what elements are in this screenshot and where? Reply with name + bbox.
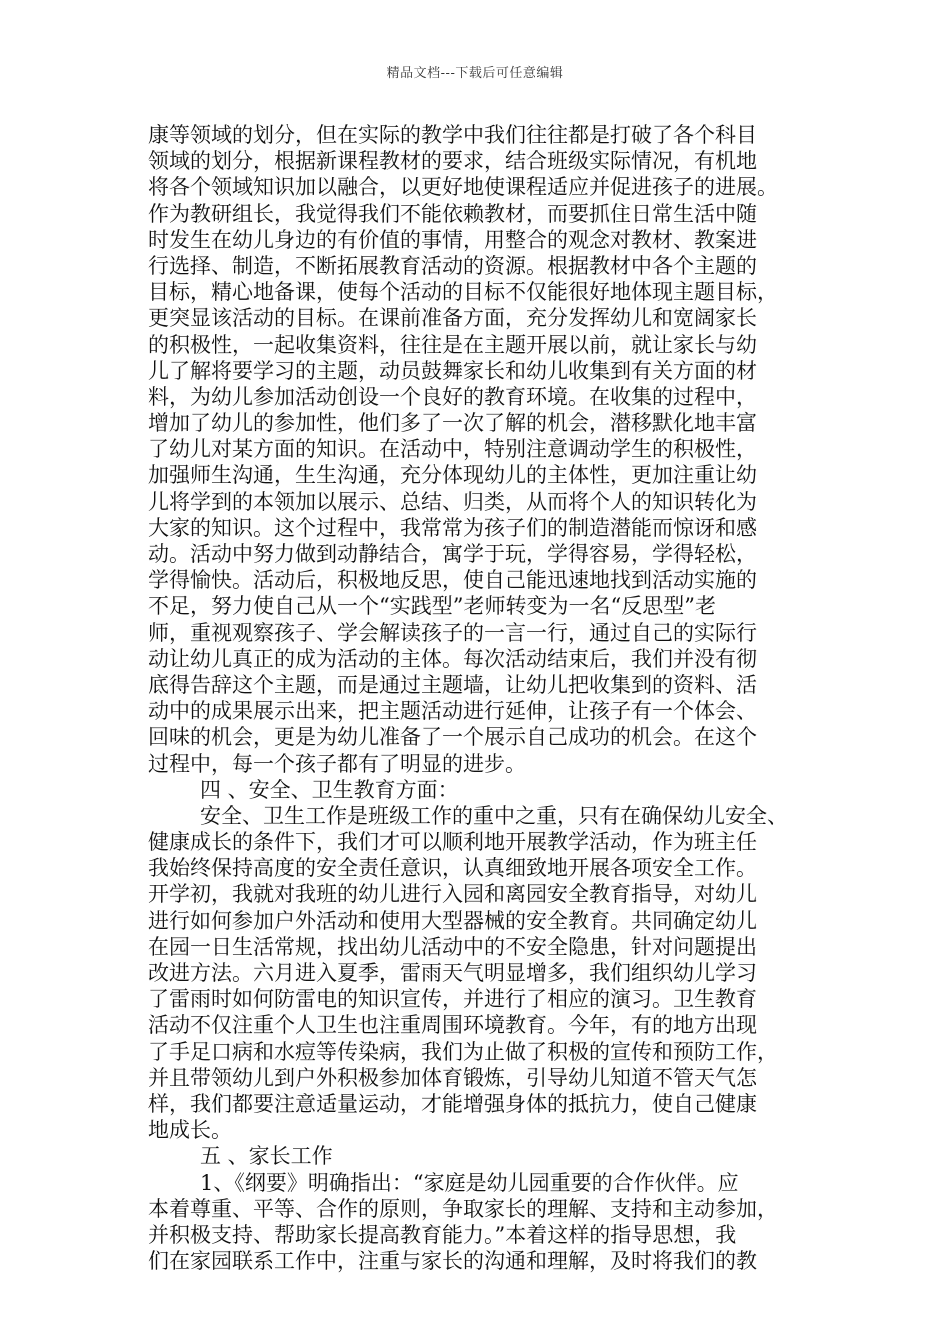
text-line: 四 、安全、卫生教育方面： <box>200 777 459 802</box>
text-line: 底得告辞这个主题，而是通过主题墙，让幼儿把收集到的资料、活 <box>148 672 757 697</box>
text-line: 1、《纲要》明确指出：“家庭是幼儿园重要的合作伙伴。应 <box>200 1170 739 1195</box>
text-line: 作为教研组长，我觉得我们不能依赖教材，而要抓住日常生活中随 <box>148 201 757 226</box>
text-line: 儿了解将要学习的主题，动员鼓舞家长和幼儿收集到有关方面的材 <box>148 358 757 383</box>
text-line: 样，我们都要注意适量运动，才能增强身体的抵抗力，使自己健康 <box>148 1091 757 1116</box>
text-line: 领域的划分，根据新课程教材的要求，结合班级实际情况，有机地 <box>148 149 757 174</box>
text-line: 并且带领幼儿到户外积极参加体育锻炼，引导幼儿知道不管天气怎 <box>148 1065 757 1090</box>
text-line: 进行如何参加户外活动和使用大型器械的安全教育。共同确定幼儿 <box>148 908 757 933</box>
text-line: 料，为幼儿参加活动创设一个良好的教育环境。在收集的过程中， <box>148 384 757 409</box>
text-line: 过程中，每一个孩子都有了明显的进步。 <box>148 751 526 776</box>
text-line: 康等领域的划分，但在实际的教学中我们往往都是打破了各个科目 <box>148 123 757 147</box>
text-line: 开学初，我就对我班的幼儿进行入园和离园安全教育指导，对幼儿 <box>148 882 757 907</box>
text-line: 学得愉快。活动后，积极地反思，使自己能迅速地找到活动实施的 <box>148 568 757 593</box>
text-line: 将各个领域知识加以融合，以更好地使课程适应并促进孩子的进展。 <box>148 175 778 200</box>
text-line: 动中的成果展示出来，把主题活动进行延伸，让孩子有一个体会、 <box>148 699 757 724</box>
text-line: 安全、卫生工作是班级工作的重中之重，只有在确保幼儿安全、 <box>200 803 788 828</box>
text-line: 动。活动中努力做到动静结合，寓学于玩，学得容易，学得轻松， <box>148 542 757 566</box>
text-line: 了手足口病和水痘等传染病，我们为止做了积极的宣传和预防工作， <box>148 1039 778 1064</box>
text-line: 动让幼儿真正的成为活动的主体。每次活动结束后，我们并没有彻 <box>148 646 757 671</box>
text-line: 时发生在幼儿身边的有价值的事情，用整合的观念对教材、教案进 <box>148 227 757 252</box>
text-line: 五 、家长工作 <box>200 1144 333 1169</box>
text-line: 活动不仅注重个人卫生也注重周围环境教育。今年，有的地方出现 <box>148 1013 757 1038</box>
text-line: 改进方法。六月进入夏季，雷雨天气明显增多，我们组织幼儿学习 <box>148 961 757 985</box>
text-line: 们在家园联系工作中，注重与家长的沟通和理解，及时将我们的教 <box>148 1249 757 1274</box>
text-line: 本着尊重、平等、合作的原则，争取家长的理解、支持和主动参加， <box>148 1196 778 1221</box>
text-line: 的积极性，一起收集资料，往往是在主题开展以前，就让家长与幼 <box>148 332 757 357</box>
text-line: 地成长。 <box>148 1118 232 1143</box>
text-line: 健康成长的条件下，我们才可以顺利地开展教学活动，作为班主任 <box>148 830 757 855</box>
text-line: 更突显该活动的目标。在课前准备方面，充分发挥幼儿和宽阔家长 <box>148 306 757 331</box>
text-line: 并积极支持、帮助家长提高教育能力。”本着这样的指导思想，我 <box>148 1222 737 1247</box>
text-line: 师，重视观察孩子、学会解读孩子的一言一行，通过自己的实际行 <box>148 620 757 645</box>
text-line: 在园一日生活常规，找出幼儿活动中的不安全隐患，针对问题提出 <box>148 934 757 959</box>
page-header: 精品文档---下载后可任意编辑 <box>386 66 564 81</box>
text-line: 加强师生沟通，生生沟通，充分体现幼儿的主体性，更加注重让幼 <box>148 463 757 488</box>
text-line: 目标，精心地备课，使每个活动的目标不仅能很好地体现主题目标， <box>148 280 778 305</box>
text-line: 了雷雨时如何防雷电的知识宣传，并进行了相应的演习。卫生教育 <box>148 987 757 1012</box>
text-line: 儿将学到的本领加以展示、总结、归类，从而将个人的知识转化为 <box>148 489 757 514</box>
text-line: 行选择、制造，不断拓展教育活动的资源。根据教材中各个主题的 <box>148 253 757 278</box>
text-line: 增加了幼儿的参加性，他们多了一次了解的机会，潜移默化地丰富 <box>148 411 757 436</box>
text-line: 我始终保持高度的安全责任意识，认真细致地开展各项安全工作。 <box>148 856 757 881</box>
text-line: 大家的知识。这个过程中，我常常为孩子们的制造潜能而惊讶和感 <box>148 515 757 540</box>
text-line: 了幼儿对某方面的知识。在活动中，特别注意调动学生的积极性， <box>148 437 757 462</box>
document-body <box>148 122 828 1274</box>
text-line: 不足，努力使自己从一个“实践型”老师转变为一名“反思型”老 <box>148 594 716 619</box>
text-line: 回味的机会，更是为幼儿准备了一个展示自己成功的机会。在这个 <box>148 725 757 750</box>
